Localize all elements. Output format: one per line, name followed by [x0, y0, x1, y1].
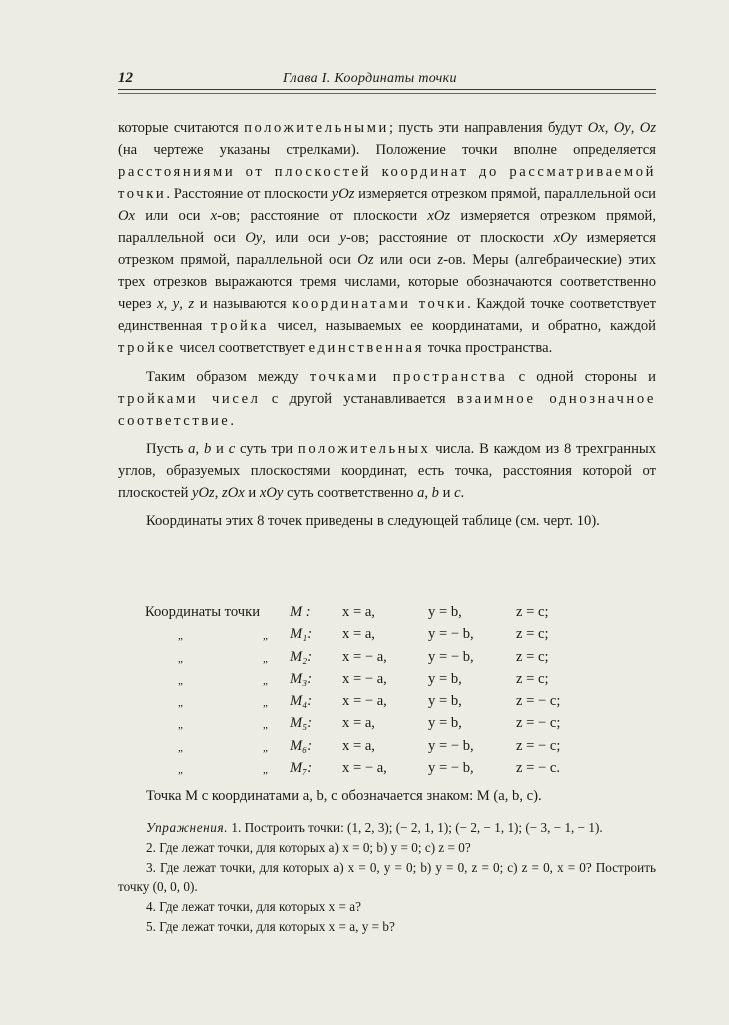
point-label: M₆: — [290, 737, 313, 754]
point-label: M₅: — [290, 715, 313, 732]
header-rule-thin — [118, 93, 656, 94]
paragraph-1: которые считаются положительными; пусть эти направления будут Ox, Oy, Oz (на чертеже указаны стрелками). Положение точки вполне определяется расстояниями от плоскостей координат до рассматриваемой точки. Расстояние от плоскости yOz измеряется отрезком прямой, параллельной оси Ox или оси x-ов; расстояние от плоскости xOz измеряется отрезком прямой, параллельной оси Oy, или оси y-ов; расстояние от плоскости xOy измеряется отрезком прямой, параллельной оси Oz или оси z-ов. Меры (алгебраические) этих трех отрезков выражаются тремя числами, которые обозначаются соответственно через x, y, z и называются координатами точки. Каждой точке соответствует единственная тройка чисел, называемых ее координатами, и обратно, каждой тройке чисел соответствует единственная точка пространства. — [118, 120, 657, 357]
point-label: M₂: — [290, 648, 313, 665]
y-value: y = − b, — [428, 648, 474, 665]
coord-row — [118, 715, 656, 737]
coordinates-table — [118, 604, 656, 782]
x-value: x = a, — [342, 715, 375, 732]
ditto-mark: „ — [263, 652, 268, 665]
x-value: x = − a, — [342, 693, 387, 710]
y-value: y = b, — [428, 604, 462, 620]
z-value: z = c; — [516, 648, 549, 665]
ditto-mark: „ — [178, 697, 183, 710]
point-label: M₇: — [290, 760, 313, 777]
z-value: z = − c; — [516, 693, 561, 710]
x-value: x = a, — [342, 737, 375, 754]
page-number: 12 — [118, 70, 133, 86]
main-text — [118, 117, 656, 532]
exercise-3: 3. Где лежат точки, для которых a) x = 0, y = 0; b) y = 0, z = 0; c) z = 0, x = 0? Построить точку (0, 0, 0). — [118, 859, 656, 895]
ditto-mark: „ — [263, 741, 268, 754]
z-value: z = c; — [516, 626, 549, 643]
point-label: M₄: — [290, 693, 313, 710]
y-value: y = − b, — [428, 760, 474, 777]
x-value: x = − a, — [342, 648, 387, 665]
x-value: x = − a, — [342, 760, 387, 777]
z-value: z = c; — [516, 604, 549, 620]
ditto-mark: „ — [178, 674, 183, 687]
x-value: x = − a, — [342, 670, 387, 687]
coord-row — [118, 760, 656, 782]
ditto-mark: „ — [263, 674, 268, 687]
ditto-mark: „ — [178, 630, 183, 643]
z-value: z = c; — [516, 670, 549, 687]
ditto-mark: „ — [178, 652, 183, 665]
x-value: x = a, — [342, 604, 375, 620]
exercise-2: 2. Где лежат точки, для которых a) x = 0; b) y = 0; c) z = 0? — [146, 839, 471, 855]
coord-row — [118, 693, 656, 715]
ditto-mark: „ — [178, 719, 183, 732]
running-title: Глава I. Координаты точки — [283, 71, 457, 86]
paragraph-2: Таким образом между точками пространства с одной стороны и тройками чисел с другой устанавливается взаимное однозначное соответствие. — [118, 368, 656, 429]
ditto-mark: „ — [263, 719, 268, 732]
paragraph-4: Координаты этих 8 точек приведены в следующей таблице (см. черт. 10). — [146, 512, 600, 529]
point-label: M₃: — [290, 670, 313, 687]
z-value: z = − c; — [516, 715, 561, 732]
coord-row — [118, 671, 656, 693]
exercises — [118, 818, 656, 937]
point-label: M₁: — [290, 626, 313, 643]
y-value: y = b, — [428, 670, 462, 687]
after-table-text: Точка M с координатами a, b, c обозначается знаком: M (a, b, c). — [146, 788, 542, 804]
point-label: M : — [290, 604, 311, 620]
z-value: z = − c; — [516, 737, 561, 754]
y-value: y = b, — [428, 693, 462, 710]
coord-row — [118, 738, 656, 760]
z-value: z = − c. — [516, 760, 561, 777]
ditto-mark: „ — [178, 764, 183, 777]
coord-row — [118, 604, 656, 626]
coord-row — [118, 649, 656, 671]
exercise-4: 4. Где лежат точки, для которых x = a? — [146, 899, 361, 915]
exercise-1: Упражнения. 1. Построить точки: (1, 2, 3); (− 2, 1, 1); (− 2, − 1, 1); (− 3, − 1, − 1). — [146, 820, 603, 835]
ditto-mark: „ — [263, 764, 268, 777]
ditto-mark: „ — [263, 697, 268, 710]
ditto-mark: „ — [178, 741, 183, 754]
page-header — [118, 70, 656, 88]
y-value: y = − b, — [428, 626, 474, 643]
paragraph-3: Пусть a, b и c суть три положительных числа. В каждом из 8 трехгранных углов, образуемых плоскостями координат, есть точка, расстояния которой от плоскостей yOz, zOx и xOy суть соответственно a, b и c. — [118, 440, 657, 501]
x-value: x = a, — [342, 626, 375, 643]
y-value: y = b, — [428, 715, 462, 732]
header-rule — [118, 89, 656, 90]
coord-lead-label: Координаты точки — [145, 604, 261, 620]
exercise-5: 5. Где лежат точки, для которых x = a, y = b? — [146, 918, 395, 934]
coord-row — [118, 626, 656, 648]
y-value: y = − b, — [428, 737, 474, 754]
ditto-mark: „ — [263, 630, 268, 643]
